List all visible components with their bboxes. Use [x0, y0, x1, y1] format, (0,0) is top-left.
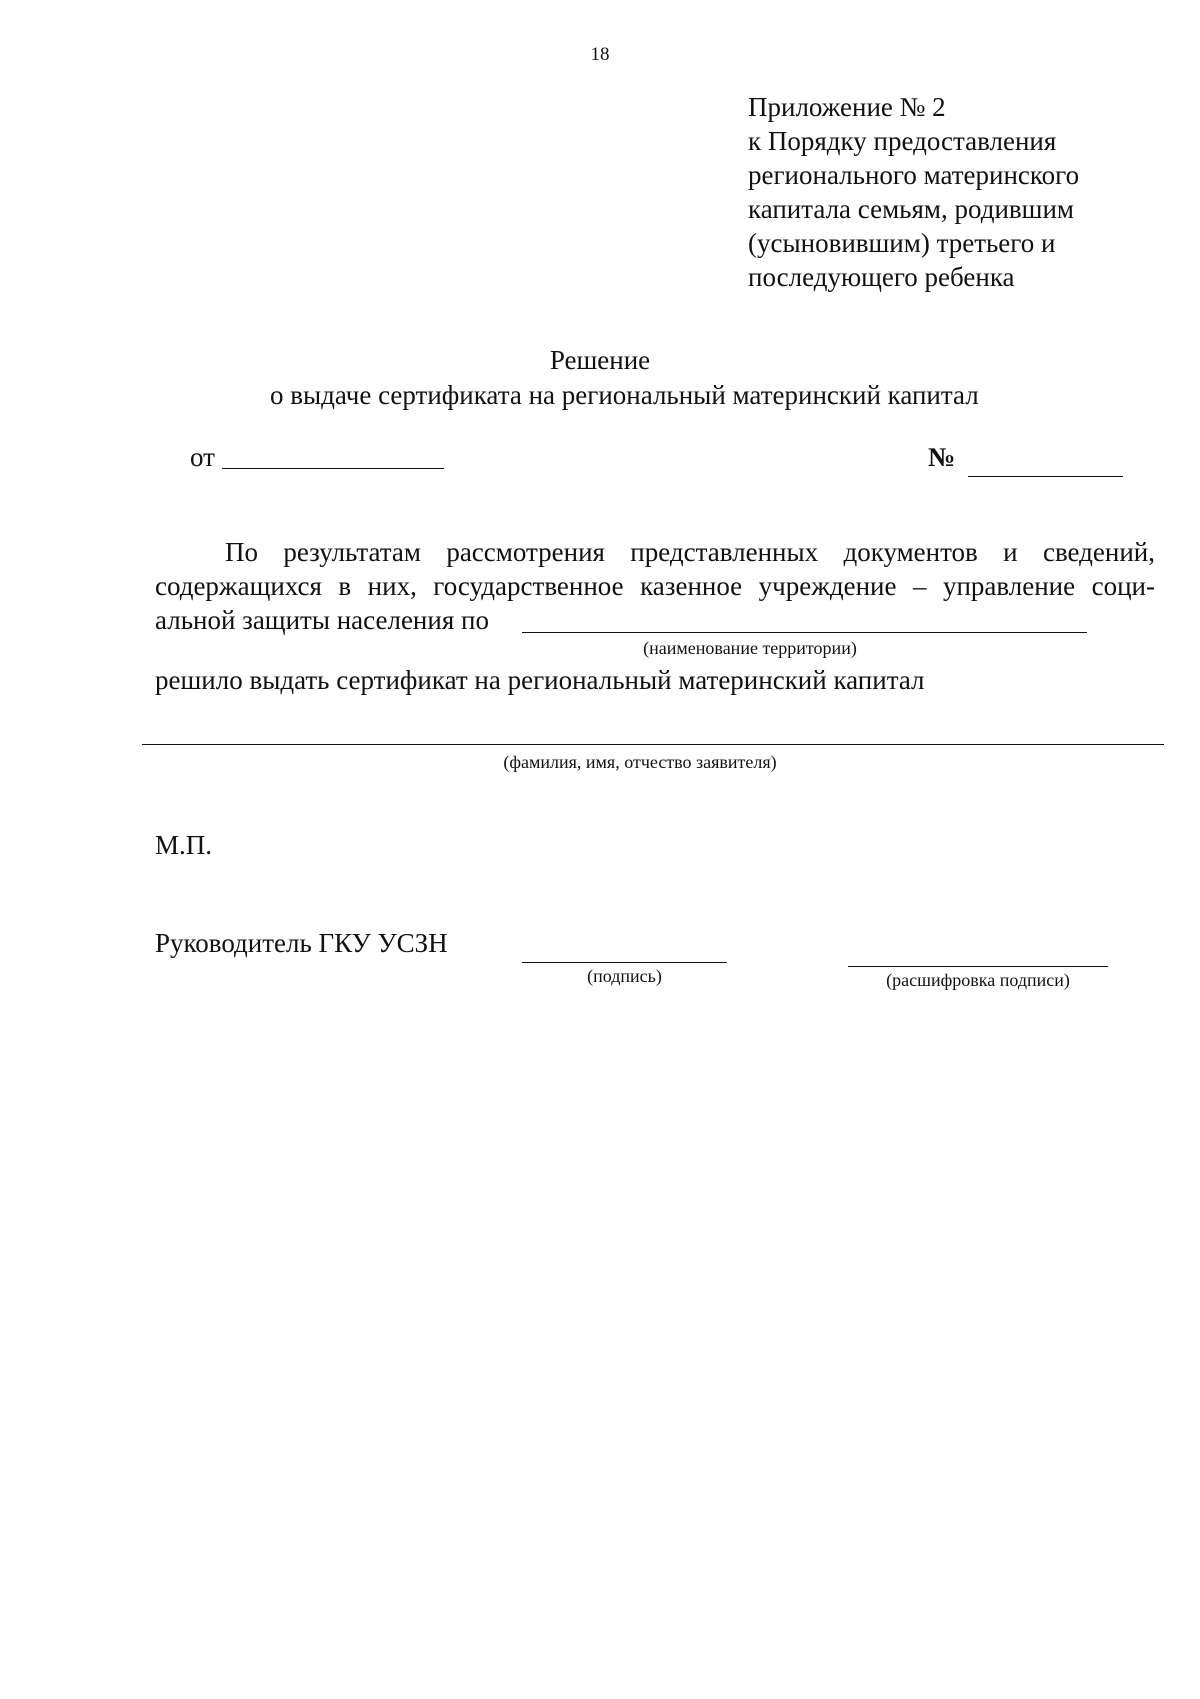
appendix-line: последующего ребенка	[748, 262, 1015, 292]
date-blank-line	[222, 468, 444, 469]
body-paragraph	[155, 535, 1155, 637]
appendix-line: к Порядку предоставления	[748, 126, 1057, 156]
document-title: Решение	[549, 345, 651, 375]
body-line: По результатам рассмотрения представленных документов и сведений,	[225, 537, 1155, 567]
territory-blank-line	[522, 632, 1087, 633]
appendix-line: капитала семьям, родившим	[748, 194, 1074, 224]
signature-decoding-blank-line	[848, 966, 1108, 967]
body-line: альной защиты населения по	[155, 605, 489, 635]
number-blank-line	[968, 476, 1123, 477]
applicant-caption: (фамилия, имя, отчество заявителя)	[503, 752, 777, 772]
stamp-place: М.П.	[155, 830, 213, 860]
body-line: содержащихся в них, государственное казенное учреждение – управление соци-	[155, 571, 1155, 601]
number-label: №	[928, 442, 956, 472]
head-signature-label: Руководитель ГКУ УСЗН	[155, 928, 448, 958]
applicant-blank-line	[142, 744, 1164, 745]
signature-decoding-caption: (расшифровка подписи)	[886, 970, 1070, 990]
appendix-line: Приложение № 2	[748, 92, 946, 122]
date-label: от	[190, 442, 215, 472]
appendix-line: регионального материнского	[748, 160, 1080, 190]
appendix-heading	[748, 90, 1079, 294]
page-number: 18	[590, 44, 610, 65]
territory-caption: (наименование территории)	[643, 638, 857, 658]
decision-text: решило выдать сертификат на региональный материнский капитал	[155, 665, 925, 695]
signature-caption: (подпись)	[587, 966, 662, 986]
signature-blank-line	[522, 962, 727, 963]
document-subtitle: о выдаче сертификата на региональный материнский капитал	[270, 380, 979, 410]
appendix-line: (усыновившим) третьего и	[748, 228, 1056, 258]
